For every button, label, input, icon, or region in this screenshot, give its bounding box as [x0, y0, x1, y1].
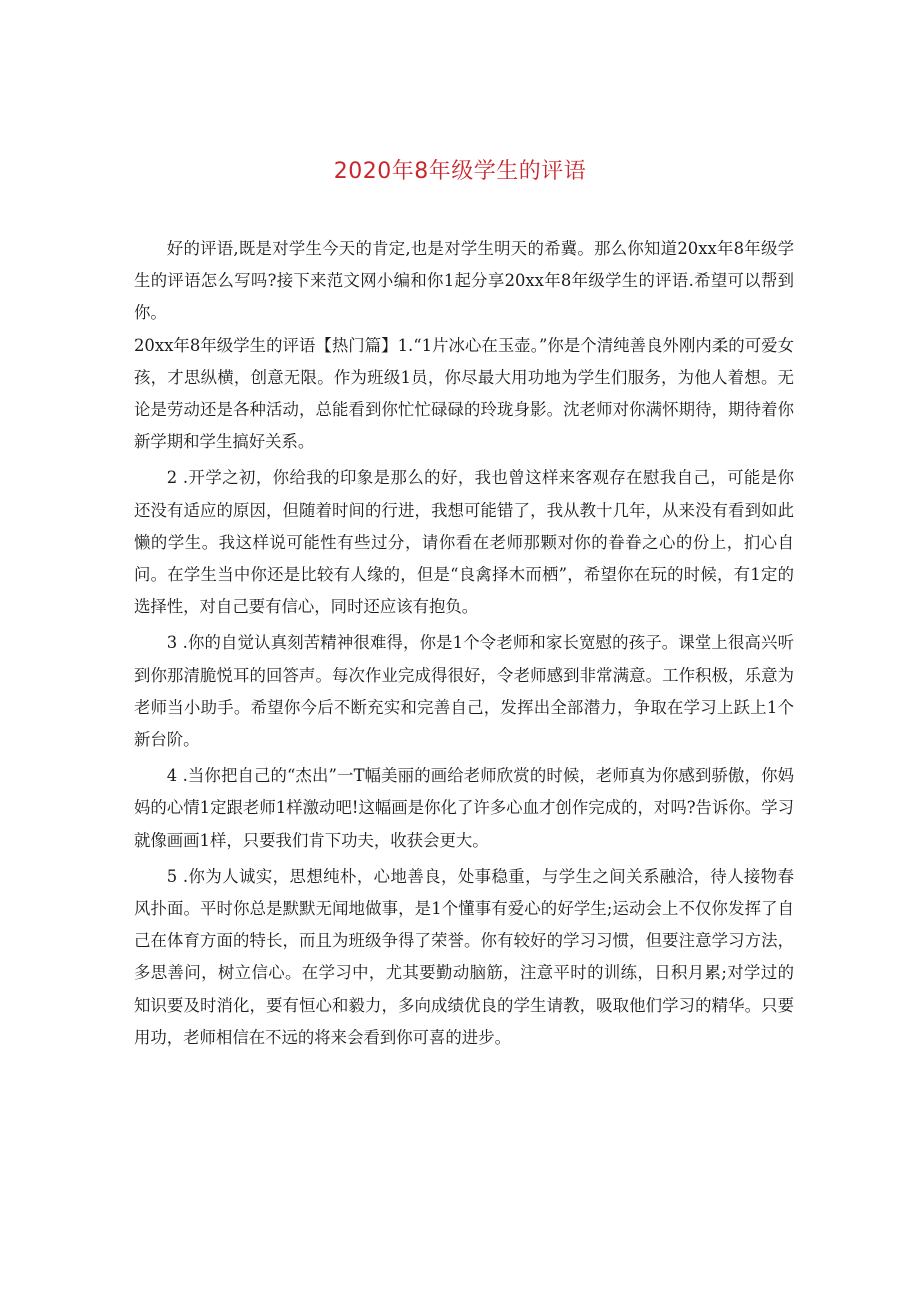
document-body — [134, 233, 794, 1054]
paragraph-item-3: 3 .你的自觉认真刻苦精神很难得，你是1个令老师和家长宽慰的孩子。课堂上很高兴听到你那清脆悦耳的回答声。每次作业完成得很好，令老师感到非常满意。工作积极，乐意为老师当小助手。希望你今后不断充实和完善自己，发挥出全部潜力，争取在学习上跃上1个新台阶。 — [134, 633, 794, 750]
paragraph-item-5: 5 .你为人诚实，思想纯朴，心地善良，处事稳重，与学生之间关系融洽，待人接物春风扑面。平时你总是默默无闻地做事，是1个懂事有爱心的好学生;运动会上不仅你发挥了自己在体育方面的特长，而且为班级争得了荣誉。你有较好的学习习惯，但要注意学习方法，多思善问，树立信心。在学习中，尤其要勤动脑筋，注意平时的训练，日积月累;对学过的知识要及时消化，要有恒心和毅力，多向成绩优良的学生请教，吸取他们学习的精华。只要用功，老师相信在不远的将来会看到你可喜的进步。 — [134, 866, 794, 1047]
paragraph-item-1: 20xx年8年级学生的评语【热门篇】1.“1片冰心在玉壶。”你是个清纯善良外刚内柔的可爱女孩，才思纵横，创意无限。作为班级1员，你尽最大用功地为学生们服务，为他人着想。无论是劳动还是各种活动，总能看到你忙忙碌碌的玲珑身影。沈老师对你满怀期待，期待着你新学期和学生搞好关系。 — [134, 335, 794, 452]
paragraph-item-4: 4 .当你把自己的“杰出”一T幅美丽的画给老师欣赏的时候，老师真为你感到骄傲，你妈妈的心情1定跟老师1样激动吧!这幅画是你化了许多心血才创作完成的，对吗?告诉你。学习就像画画1样，只要我们肯下功夫，收获会更大。 — [134, 766, 794, 850]
paragraph-intro: 好的评语,既是对学生今天的肯定,也是对学生明天的希冀。那么你知道20xx年8年级学生的评语怎么写吗?接下来范文网小编和你1起分享20xx年8年级学生的评语.希望可以帮到你。 — [134, 239, 794, 323]
document-title: 2020年8年级学生的评语 — [333, 159, 587, 184]
paragraph-item-2: 2 .开学之初，你给我的印象是那么的好，我也曾这样来客观存在慰我自己，可能是你还没有适应的原因，但随着时间的行进，我想可能错了，我从教十几年，从来没有看到如此懒的学生。我这样说可能性有些过分，请你看在老师那颗对你的眷眷之心的份上，扪心自问。在学生当中你还是比较有人缘的，但是“良禽择木而栖”，希望你在玩的时候，有1定的选择性，对自己要有信心，同时还应该有抱负。 — [134, 468, 794, 617]
